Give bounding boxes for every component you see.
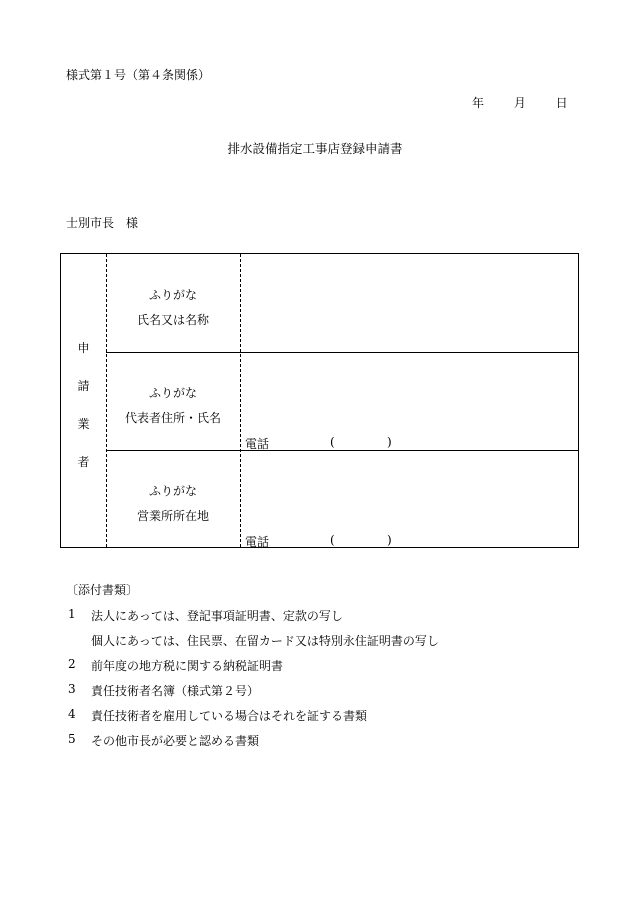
addressee: 士別市長 様 xyxy=(66,216,139,230)
application-table xyxy=(60,253,579,548)
attachment-number: 2 xyxy=(68,657,76,671)
document-title: 排水設備指定工事店登録申請書 xyxy=(227,141,403,156)
phone-paren-open: ( xyxy=(330,435,335,449)
date-month-label: 月 xyxy=(513,96,526,110)
attachment-text: 法人にあっては、登記事項証明書、定款の写し xyxy=(91,609,343,623)
row1-label: 氏名又は名称 xyxy=(136,313,209,327)
phone-label: 電話 xyxy=(245,437,270,451)
row2-furigana: ふりがな xyxy=(148,386,197,400)
attachment-text: 個人にあっては、住民票、在留カード又は特別永住証明書の写し xyxy=(91,634,439,648)
date-line xyxy=(472,94,568,111)
attachment-number: 3 xyxy=(68,682,76,696)
vertical-char: 申 xyxy=(77,341,90,355)
attachment-text: その他市長が必要と認める書類 xyxy=(91,734,260,748)
row2-phone xyxy=(245,435,392,452)
phone-paren-close: ) xyxy=(387,435,392,449)
attachment-number: 1 xyxy=(68,607,76,621)
date-day-label: 日 xyxy=(555,96,568,110)
applicant-vertical-label xyxy=(61,329,106,481)
date-year-label: 年 xyxy=(472,96,485,110)
row-separator-1 xyxy=(106,352,578,353)
row3-phone xyxy=(245,533,392,550)
row3-furigana: ふりがな xyxy=(148,484,197,498)
attachment-number: 4 xyxy=(68,707,76,721)
form-number: 様式第１号（第４条関係） xyxy=(66,68,211,82)
attachments-title: 〔添付書類〕 xyxy=(66,583,139,597)
table-divider-2 xyxy=(240,254,241,547)
vertical-char: 請 xyxy=(77,379,90,393)
phone-paren-open: ( xyxy=(330,533,335,547)
phone-paren-close: ) xyxy=(387,533,392,547)
vertical-char: 者 xyxy=(77,455,90,469)
row3-label: 営業所所在地 xyxy=(136,509,209,523)
phone-label: 電話 xyxy=(245,535,270,549)
attachment-text: 前年度の地方税に関する納税証明書 xyxy=(91,659,284,673)
attachment-number: 5 xyxy=(68,732,76,746)
attachment-text: 責任技術者を雇用している場合はそれを証する書類 xyxy=(91,709,368,723)
row1-furigana: ふりがな xyxy=(148,288,197,302)
row2-label: 代表者住所・氏名 xyxy=(124,411,221,425)
row-separator-2 xyxy=(106,450,578,451)
vertical-char: 業 xyxy=(77,417,90,431)
attachment-text: 責任技術者名簿（様式第２号） xyxy=(91,684,260,698)
